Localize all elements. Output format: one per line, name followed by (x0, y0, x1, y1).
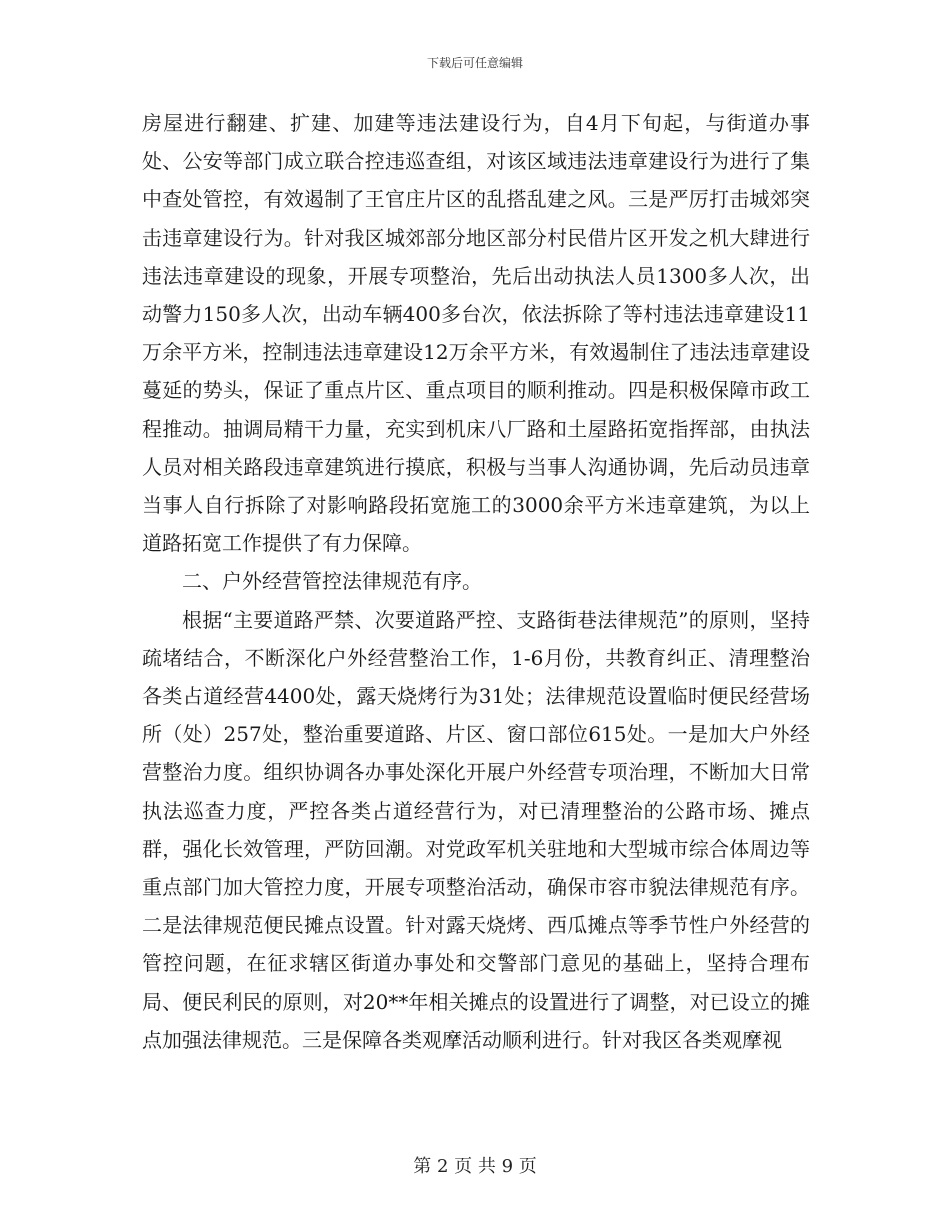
page-header-note: 下载后可任意编辑 (426, 56, 523, 70)
body-paragraph: 根据“主要道路严禁、次要道路严控、支路街巷法律规范”的原则，坚持疏堵结合，不断深化户外经营整治工作，1-6月份，共教育纠正、清理整治各类占道经营4400处，露天烧烤行为31处；法律规范设置临时便民经营场所（处）257处，整治重要道路、片区、窗口部位615处。一是加大户外经营整治力度。组织协调各办事处深化开展户外经营专项治理，不断加大日常执法巡查力度，严控各类占道经营行为，对已清理整治的公路市场、摊点群，强化长效管理，严防回潮。对党政军机关驻地和大型城市综合体周边等重点部门加大管控力度，开展专项整治活动，确保市容市貌法律规范有序。二是法律规范便民摊点设置。针对露天烧烤、西瓜摊点等季节性户外经营的管控问题，在征求辖区街道办事处和交警部门意见的基础上，坚持合理布局、便民利民的原则，对20**年相关摊点的设置进行了调整，对已设立的摊点加强法律规范。三是保障各类观摩活动顺利进行。针对我区各类观摩视 (142, 607, 810, 1052)
page-number: 第 2 页 共 9 页 (413, 1156, 537, 1177)
body-paragraph-continued: 房屋进行翻建、扩建、加建等违法建设行为，自4月下旬起，与街道办事处、公安等部门成立联合控违巡查组，对该区域违法违章建设行为进行了集中查处管控，有效遏制了王官庄片区的乱搭乱建之风。三是严厉打击城郊突击违章建设行为。针对我区城郊部分地区部分村民借片区开发之机大肆进行违法违章建设的现象，开展专项整治，先后出动执法人员1300多人次，出动警力150多人次，出动车辆400多台次，依法拆除了等村违法违章建设11万余平方米，控制违法违章建设12万余平方米，有效遏制住了违法违章建设蔓延的势头，保证了重点片区、重点项目的顺利推动。四是积极保障市政工程推动。抽调局精干力量，充实到机床八厂路和土屋路拓宽指挥部，由执法人员对相关路段违章建筑进行摸底，积极与当事人沟通协调，先后动员违章当事人自行拆除了对影响路段拓宽施工的3000余平方米违章建筑，为以上道路拓宽工作提供了有力保障。 (142, 111, 810, 556)
section-heading: 二、户外经营管控法律规范有序。 (182, 569, 482, 594)
document-body (142, 104, 810, 1059)
